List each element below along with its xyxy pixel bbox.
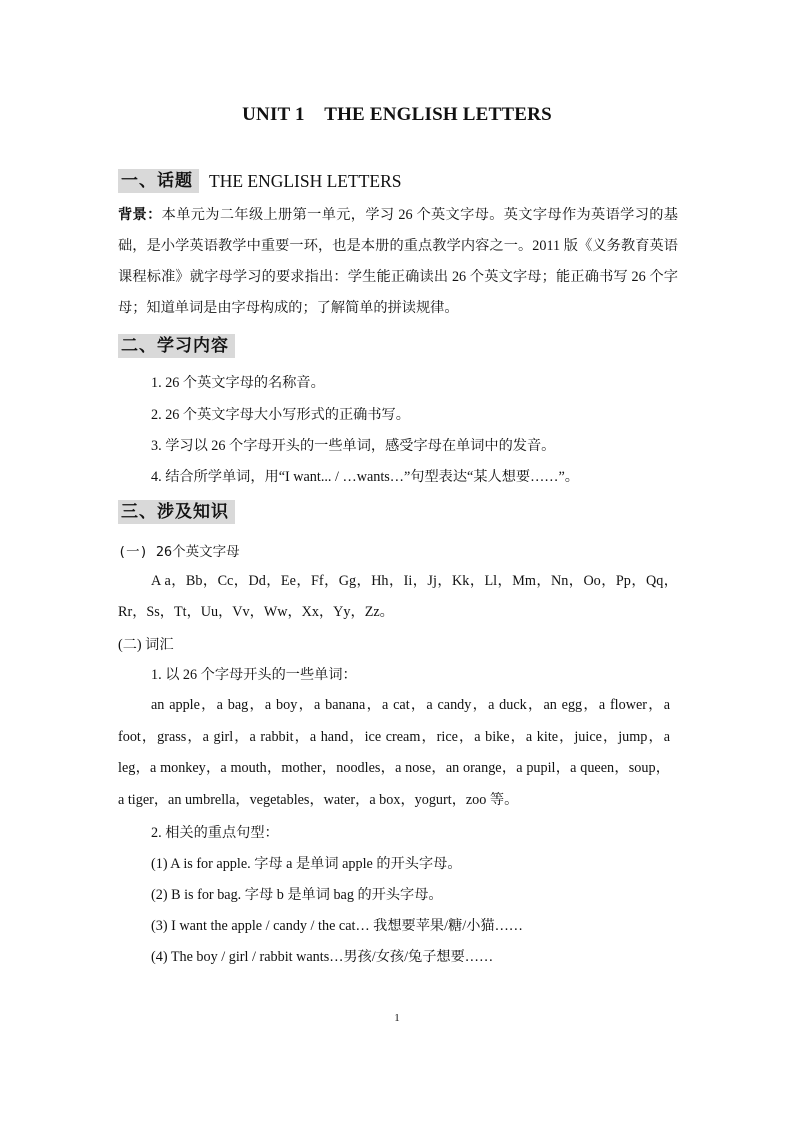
vocab-point: 1. 以 26 个字母开头的一些单词： bbox=[151, 667, 357, 683]
sentence-item: (3) I want the apple / candy / the cat… 我想要苹果/糖/小猫…… bbox=[151, 918, 523, 934]
word-list: an apple，a bag，a boy，a banana，a cat，a candy，a duck，an egg，a flower，a foot，grass，a girl，a rabbit，a hand，ice cream，rice，a bike，a kite，juice，jump，a leg，a monkey，a mouth，mother，noodles，a nose，an orange，a pupil，a queen，soup，a tiger，an umbrella，vegetables，water，a box，yogurt，zoo 等。 bbox=[118, 697, 670, 808]
content-item: 1. 26 个英文字母的名称音。 bbox=[151, 375, 325, 391]
subheading-letters: (一) 26个英文字母 bbox=[118, 544, 240, 560]
alphabet-list: A a，Bb，Cc，Dd，Ee，Ff，Gg，Hh，Ii，Jj，Kk，Ll，Mm，Nn，Oo，Pp，Qq，Rr，Ss，Tt，Uu，Vv，Ww，Xx，Yy，Zz。 bbox=[118, 573, 678, 620]
background-label: 背景： bbox=[118, 207, 162, 223]
topic-title: THE ENGLISH LETTERS bbox=[209, 170, 402, 191]
background-text: 本单元为二年级上册第一单元，学习 26 个英文字母。英文字母作为英语学习的基础，是小学英语教学中重要一环，也是本册的重点教学内容之一。2011 版《义务教育英语课程标准》就字母学习的要求指出：学生能正确读出 26 个英文字母；能正确书写 26 个字母；知道单词是由字母构成的；了解简单的拼读规律。 bbox=[118, 207, 678, 316]
section-label-content: 二、学习内容 bbox=[118, 334, 235, 358]
sentence-item: (4) The boy / girl / rabbit wants…男孩/女孩/兔子想要…… bbox=[151, 949, 494, 965]
sentence-item: (2) B is for bag. 字母 b 是单词 bag 的开头字母。 bbox=[151, 887, 443, 903]
section-content-heading bbox=[118, 334, 235, 358]
content-item: 3. 学习以 26 个字母开头的一些单词，感受字母在单词中的发音。 bbox=[151, 438, 556, 454]
sentence-point: 2. 相关的重点句型： bbox=[151, 825, 279, 841]
subheading-vocabulary: (二) 词汇 bbox=[118, 637, 174, 653]
sentence-item: (1) A is for apple. 字母 a 是单词 apple 的开头字母。 bbox=[151, 856, 462, 872]
section-topic-heading bbox=[118, 169, 401, 193]
section-label-topic: 一、话题 bbox=[118, 169, 199, 193]
unit-title: UNIT 1 THE ENGLISH LETTERS bbox=[242, 104, 552, 125]
section-label-knowledge: 三、涉及知识 bbox=[118, 500, 235, 524]
section-knowledge-heading bbox=[118, 500, 235, 524]
content-item: 2. 26 个英文字母大小写形式的正确书写。 bbox=[151, 407, 410, 423]
page-number: 1 bbox=[394, 1012, 400, 1024]
content-item: 4. 结合所学单词，用“I want... / …wants…”句型表达“某人想要……”。 bbox=[151, 469, 579, 485]
background-paragraph bbox=[118, 200, 678, 324]
